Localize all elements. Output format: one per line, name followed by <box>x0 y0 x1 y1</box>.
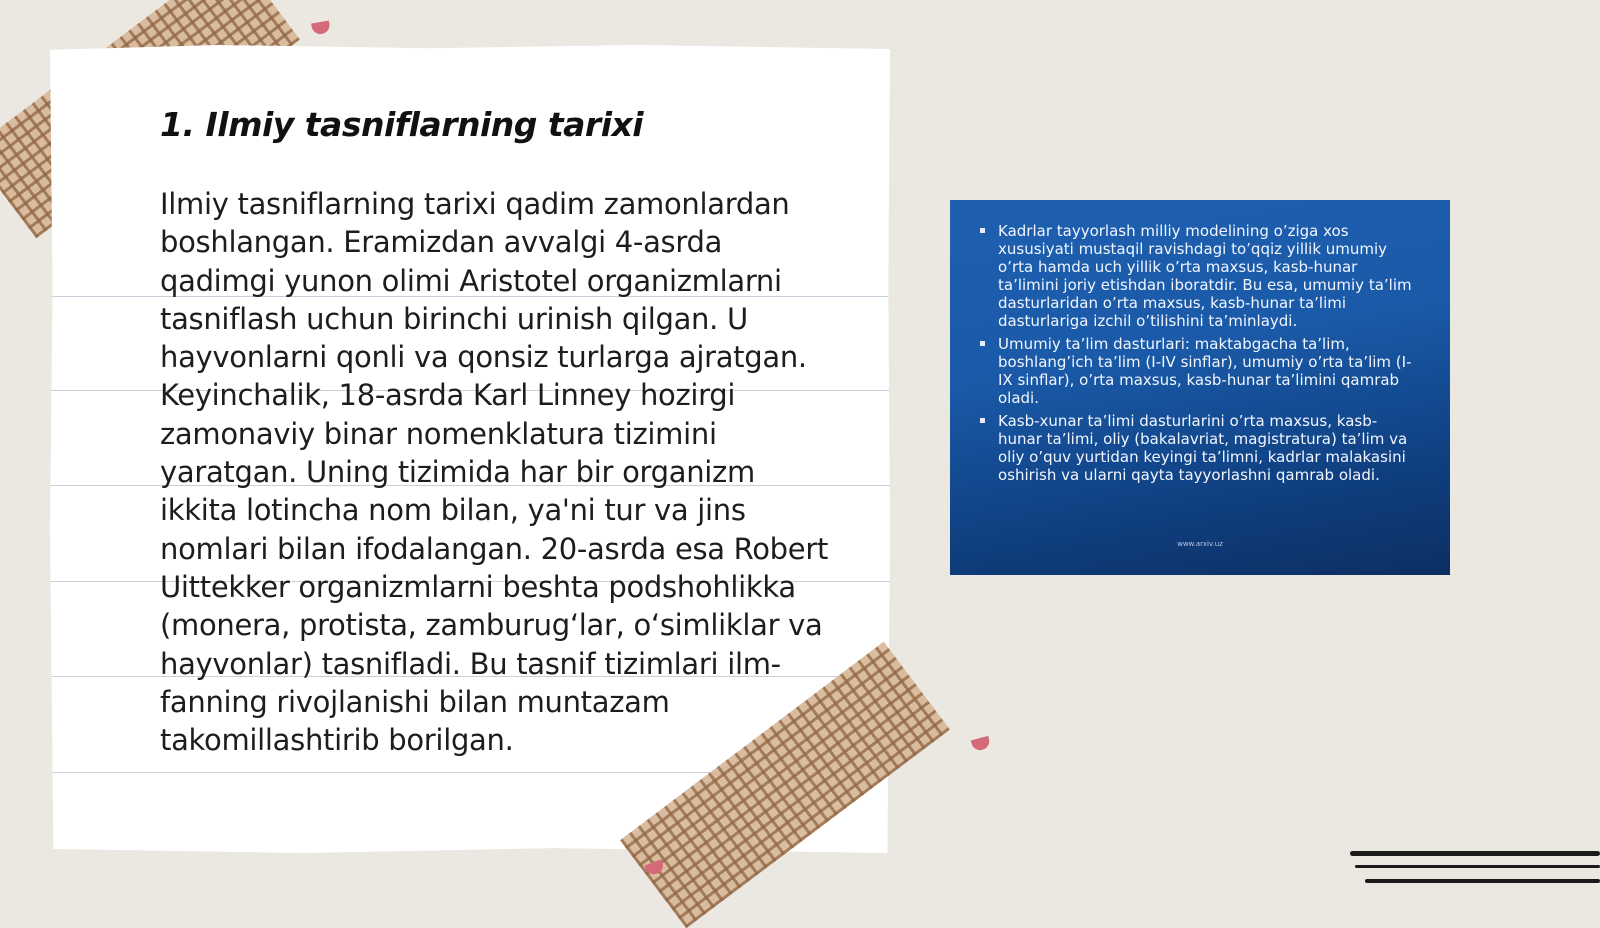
section-heading: 1. Ilmiy tasniflarning tarixi <box>160 105 644 144</box>
decorative-brush-stroke <box>1355 865 1600 868</box>
slide-bullet-list <box>950 200 1450 484</box>
decorative-brush-stroke <box>1365 879 1600 883</box>
history-paragraph: Ilmiy tasniflarning tarixi qadim zamonlardan boshlangan. Eramizdan avvalgi 4-asrda qadimgi yunon olimi Aristotel organizmlarni tasniflash uchun birinchi urinish qilgan. U hayvonlarni qonli va qonsiz turlarga ajratgan. Keyinchalik, 18-asrda Karl Linney hozirgi zamonaviy binar nomenklatura tizimini yaratgan. Uning tizimida har bir organizm ikkita lotincha nom bilan, ya'ni tur va jins nomlari bilan ifodalangan. 20-asrda esa Robert Uittekker organizmlarni beshta podshohlikka (monera, protista, zamburug‘lar, o‘simliklar va hayvonlar) tasnifladi. Bu tasnif tizimlari ilm-fanning rivojlanishi bilan muntazam takomillashtirib borilgan. <box>160 187 829 758</box>
tape-pin-top <box>311 21 331 36</box>
slide-bullet: Umumiy ta’lim dasturlari: maktabgacha ta’lim, boshlang’ich ta’lim (I-IV sinflar), umumiy o’rta ta’lim (I-IX sinflar), o’rta maxsus, kasb-hunar ta’limini qamrab oladi. <box>998 335 1420 407</box>
slide-bullet: Kadrlar tayyorlash milliy modelining o’ziga xos xususiyati mustaqil ravishdagi to’qqiz yillik umumiy o’rta hamda uch yillik o’rta maxsus, kasb-hunar ta’limini joriy etishdan iboratdir. Bu esa, umumiy ta’lim dasturlaridan o’rta maxsus, kasb-hunar ta’limi dasturlariga izchil o’tilishini ta’minlaydi. <box>998 222 1420 330</box>
slide-bullet: Kasb-xunar ta’limi dasturlarini o’rta maxsus, kasb-hunar ta’limi, oliy (bakalavriat, magistratura) ta’lim va oliy o’quv yurtidan keyingi ta’limni, kadrlar malakasini oshirish va ularni qayta tayyorlashni qamrab oladi. <box>998 412 1420 484</box>
slide-footer-url: www.arxiv.uz <box>1177 540 1223 548</box>
decorative-brush-stroke <box>1350 851 1600 856</box>
tape-pin-bottom-right <box>971 736 991 752</box>
embedded-slide-image <box>950 200 1450 575</box>
